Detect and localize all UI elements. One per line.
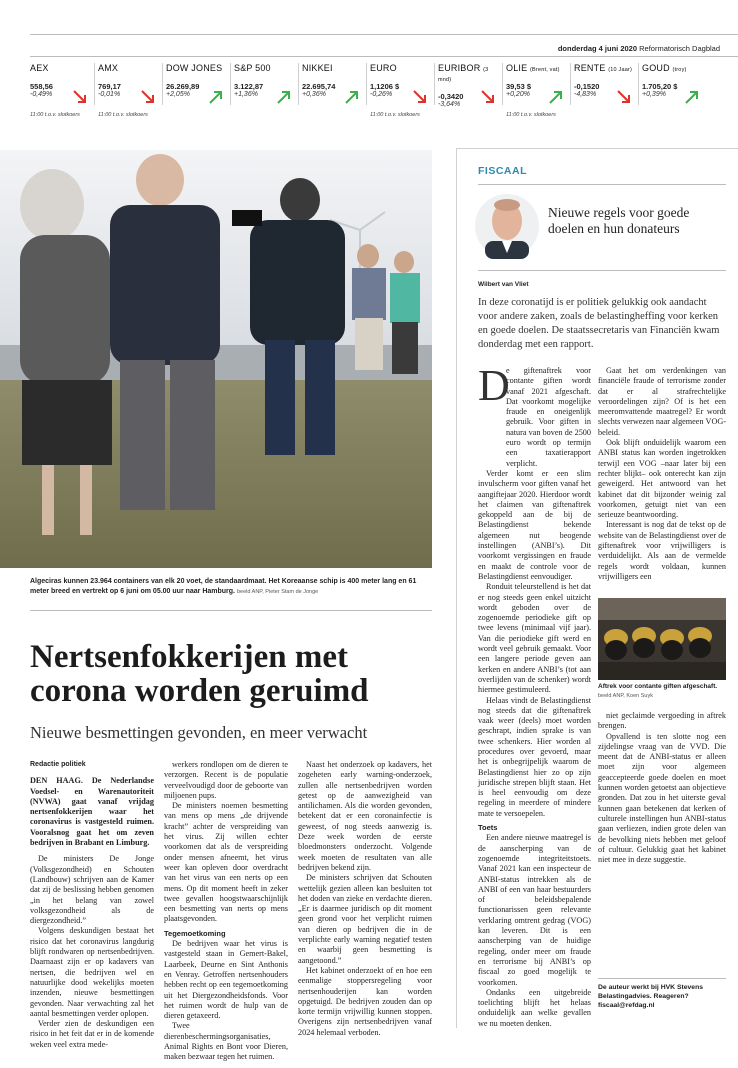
fiscaal-intro: In deze coronatijd is er politiek gelukkig ook aandacht voor andere zaken, zoals de belastingheffing voor kerken en goede doelen. De staatssecretaris van Financiën kwam donderdag met een rapport. — [478, 297, 720, 350]
paragraph: De bedrijven waar het virus is vastgesteld staan in Gemert-Bakel, Laarbeek, Deurne en Sint Anthonis en Venray. Getroffen nertsenhouders hebben recht op een tegemoetkoming uit het Diergezondheidsfonds. Voor het ruimen wordt de hulp van de dieren getaxeerd. — [164, 939, 288, 1021]
fiscaal-left-rule — [456, 148, 457, 1028]
paragraph: Ook blijft onduidelijk waarom een ANBI status kan worden ingetrokken terwijl een VOG –naar later bij een rechter blijkt– ook onterecht kan zijn geweigerd. Het antwoord van het kabinet dat dit bijzonder weinig zal voorkomen, getuigt niet van een serieuze beantwoording. — [598, 438, 726, 520]
arrow-down-icon — [140, 89, 156, 105]
arrow-up-icon — [548, 89, 564, 105]
market-value: 558,56 — [30, 82, 53, 91]
article-headline: Nertsenfokkerijen met corona worden geruimd — [30, 639, 369, 709]
market-olie — [506, 63, 570, 123]
market-change: -0,49% — [30, 91, 53, 98]
market-change: +0,39% — [642, 91, 666, 98]
paragraph: e giftenaftrek voor contante giften wordt vanaf 2021 afgeschaft. Dat voorkomt mogelijke fraude en oneigenlijk gebruik. Voor giften in natura van boven de 2500 euro wordt op termijn een taxatierapport verplicht. — [506, 366, 591, 468]
arrow-up-icon — [276, 89, 292, 105]
article-column-2b-body — [164, 939, 288, 1063]
fiscaal-label: FISCAAL — [478, 165, 527, 177]
paragraph: Interessant is nog dat de tekst op de website van de Belastingdienst over de giftenaftrek voor vrijwilligers is verduidelijkt. Als aan de vermelde regels wordt voldaan, kunnen vrijwilligers een — [598, 520, 726, 581]
market-sub: (Brent, vat) — [530, 67, 560, 73]
market-rente — [574, 63, 638, 123]
market-s-p-500 — [234, 63, 298, 123]
market-change: +0,36% — [302, 91, 326, 98]
market-name — [506, 63, 570, 73]
market-goud — [642, 63, 706, 123]
ticker-separator — [638, 63, 639, 105]
paragraph: Twee dierenbeschermingsorganisaties, Animal Rights en Bont voor Dieren, maken bezwaar tegen het ruimen. — [164, 1021, 288, 1062]
fiscaal-title: Nieuwe regels voor goede doelen en hun donateurs — [548, 205, 690, 236]
paragraph: Naast het onderzoek op kadavers, het zogeheten early warning-onderzoek, zullen alle nertsenbedrijven worden getest op de aanwezigheid van antilichamen. Als die worden gevonden, betekent dat er een coronainfectie is geweest, of nog steeds aanwezig is. Deze week worden de eerste bloedmonsters onderzocht. Volgende week moeten de resultaten van alle bedrijven bekend zijn. — [298, 760, 432, 872]
paragraph: Verder komt er een slim invulscherm voor giften vanaf het aangiftejaar 2020. Hierdoor wordt het claimen van giftenaftrek gekoppeld aan de bij de Belastingdienst bekende algemeen nut beogende instellingen (ANBI’s). Dit voorkomt vergissingen en fraude en maakt de controle voor de Belastingdienst eenvoudiger. — [478, 468, 591, 581]
caption-rule — [30, 610, 432, 611]
market-name — [30, 63, 94, 73]
article-subhead: Nieuwe besmettingen gevonden, en meer verwacht — [30, 723, 368, 742]
article-column-2-body — [164, 760, 288, 925]
market-value: 26.269,89 — [166, 82, 200, 91]
market-change: -3,64% — [438, 101, 461, 108]
ticker-separator — [434, 63, 435, 105]
photo-caption-text: Algeciras kunnen 23.964 containers van elk 20 voet, de standaardmaat. Het Koreaanse schip is 400 meter lang en 61 meter breed en vertrekt op 6 juni om 05.00 uur naar Hamburg. — [30, 578, 417, 595]
ticker-separator — [162, 63, 163, 105]
market-name — [574, 63, 638, 73]
arrow-up-icon — [684, 89, 700, 105]
paragraph: Een andere nieuwe maatregel is de aanscherping van de zogenoemde integriteitstoets. Vanaf 2021 kan een inspecteur de ANBI-status intrekken als de ANBI of een van haar bestuurders of beleidsbepalende functionarissen geen relevante verklaring omtrent gedrag (VOG) kan leveren. Dit is een aanscherping van de huidige regeling, onder meer om fraude en terrorisme bij ANBI’s op fiscaal zo goed mogelijk te voorkomen. — [478, 833, 591, 987]
author-portrait — [475, 193, 539, 259]
article-column-3-body — [298, 760, 432, 1038]
market-name-text: EURIBOR — [438, 63, 481, 73]
market-sub: (troy) — [672, 67, 687, 73]
dateline-paper: Reformatorisch Dagblad — [639, 44, 720, 53]
market-name-text: AEX — [30, 63, 49, 73]
paragraph: niet geclaimde vergoeding in aftrek brengen. — [598, 711, 726, 731]
article-byline: Redactie politiek — [30, 761, 86, 768]
market-name-text: DOW JONES — [166, 63, 223, 73]
photo-visitors-harbour — [0, 150, 432, 568]
market-value: 1,1206 $ — [370, 82, 400, 91]
paragraph: Verder zien de deskundigen een risico in het feit dat er in de komende weken veel extra mede- — [30, 1019, 154, 1049]
ticker-separator — [230, 63, 231, 105]
market-note: 11:00 t.o.v. slotkoers — [506, 112, 556, 118]
arrow-down-icon — [616, 89, 632, 105]
market-change: +1,36% — [234, 91, 258, 98]
market-amx — [98, 63, 162, 123]
market-sub: (3 mnd) — [438, 67, 489, 83]
paragraph: Gaat het om verdenkingen van financiële fraude of terrorisme zonder dat er al strafrechtelijke veroordelingen zijn? Of is het een meeromvattende maatregel? Er wordt slechts verwezen naar algemeen VOG-beleid. — [598, 366, 726, 437]
paragraph: Helaas vindt de Belastingdienst nog steeds dat die giftenaftrek vaak weer (deels) moet worden geschrapt, indien sprake is van twee schenkers. Hier worden al procedures over gevoerd, maar het is onbegrijpelijk waarom de Belastingdienst hier zo op zijn juridische strepen blijft staan. Het is heel eenvoudig om deze regeling in meerdere of mindere mate te versoepelen. — [478, 695, 591, 818]
paragraph: De ministers De Jonge (Volksgezondheid) en Schouten (Landbouw) schrijven aan de Kamer dat zij de beslissing hebben genomen „in het belang van zowel volksgezondheid als de diergezondheid.” — [30, 854, 154, 926]
ticker-top-rule — [30, 56, 738, 57]
market-value: -0,3420 — [438, 92, 464, 101]
market-note: 11:00 t.o.v. slotkoers — [30, 112, 80, 118]
dateline — [558, 44, 720, 53]
market-change: -0,01% — [98, 91, 121, 98]
market-name — [370, 63, 434, 73]
photo-credit: beeld ANP, Pieter Stam de Jonge — [236, 588, 319, 595]
market-value: 769,17 — [98, 82, 121, 91]
market-name — [98, 63, 162, 73]
market-name — [234, 63, 298, 73]
market-change: +2,05% — [166, 91, 190, 98]
market-value: 22.695,74 — [302, 82, 336, 91]
paragraph: Het kabinet onderzoekt of en hoe een eenmalige stoppersregeling voor nertsenhouderijen kan worden opgetuigd. De bedrijven zouden dan op korte termijn vrijwillig kunnen stoppen. Overigens zijn nertsenbedrijven vanaf 2024 helemaal verboden. — [298, 965, 432, 1037]
paragraph: Ondanks een uitgebreide toelichting blijft het helaas onduidelijk aan welke gevallen we nu moeten denken. — [478, 987, 591, 1028]
fiscaal-label-rule — [478, 184, 726, 185]
market-change: -0,26% — [370, 91, 393, 98]
market-euro — [370, 63, 434, 123]
paragraph: Volgens deskundigen bestaat het risico dat het coronavirus langdurig blijft rondwaren op nertsenbedrijven. Daarnaast zijn er op kadavers van nertsen, die bedrijven wel en natuurlijke dood wekelijks moeten inzenden, nieuwe besmettingen gevonden. Naar verwachting zal het aantal besmettingen verder oplopen. — [30, 926, 154, 1018]
fiscaal-column-1 — [478, 361, 591, 1029]
market-name-text: RENTE — [574, 63, 606, 73]
fiscaal-photo-caption-text: Aftrek voor contante giften afgeschaft. — [598, 683, 718, 690]
market-aex — [30, 63, 94, 123]
market-nikkei — [302, 63, 366, 123]
paragraph: De ministers schrijven dat Schouten wettelijk gezien alleen kan besluiten tot het doden van zieke en verdachte dieren. „Er is daarmee juridisch op dit moment geen grond voor het verplicht ruimen van dieren op bedrijven die in de verplichte early warning negatief testen en waarbij geen besmetting is aangetoond.” — [298, 873, 432, 965]
ticker-separator — [502, 63, 503, 105]
paragraph: Ronduit teleurstellend is het dat er nog steeds geen enkel uitzicht wordt geboden over de zogenoemde periodieke gift op twee levens (minimaal vijf jaar). Van die periodieke gift werd en wordt veel gebruik gemaakt. Voor een langere periode geven aan kerken en andere ANBI’s (tot aan overlijden van de schenker) wordt hiermee gestimuleerd. — [478, 582, 591, 695]
article-lead: DEN HAAG. De Nederlandse Voedsel- en Warenautoriteit (NVWA) gaat vanaf vrijdag nertsenfokkerijen waar het coronavirus is vastgesteld ruimen. Vooralsnog gaat het om zeven bedrijven in Brabant en Limburg. — [30, 776, 154, 848]
fiscaal-column-2 — [598, 366, 726, 582]
market-value: -0,1520 — [574, 82, 600, 91]
market-sub: (10 Jaar) — [608, 67, 633, 73]
article-intertitle: Tegemoetkoming — [164, 928, 226, 938]
ticker-separator — [366, 63, 367, 105]
article-column-3 — [298, 760, 432, 1038]
market-name-text: AMX — [98, 63, 119, 73]
fiscaal-column-2-body — [598, 366, 726, 582]
dateline-day: donderdag 4 juni 2020 — [557, 44, 638, 53]
market-change: +0,20% — [506, 91, 530, 98]
market-value: 1.705,20 $ — [642, 82, 678, 91]
fiscaal-dropcap: D — [478, 361, 510, 410]
fiscaal-column-2b — [598, 711, 726, 865]
market-change: -4,83% — [574, 91, 597, 98]
fiscaal-footer: De auteur werkt bij HVK Stevens Belastingadvies. Reageren? fiscaal@refdag.nl — [598, 984, 704, 1009]
arrow-down-icon — [72, 89, 88, 105]
market-name — [642, 63, 706, 73]
market-name-text: GOUD — [642, 63, 670, 73]
article-column-1-body — [30, 854, 154, 1050]
paragraph: werkers rondlopen om de dieren te verzorgen. Recent is de populatie verveelvoudigd door de geboorte van miljoenen pups. — [164, 760, 288, 800]
paragraph: Opvallend is ten slotte nog een zijdelingse vraag van de VVD. Die meent dat de ANBI-status er alleen moet zijn voor algemeen geaccepteerde goede doelen en moet kunnen worden getoetst aan objectieve gronden. Dat zou in het uiterste geval kunnen gaan betekenen dat kerken of culturele instellingen hun ANBI-status gaan verliezen, indien grote delen van de bevolking niets hebben met geloof of cultuur. Gelukkig gaat het kabinet niet mee in deze suggestie. — [598, 731, 726, 865]
fiscaal-column-2b-body — [598, 711, 726, 865]
fiscaal-footer-rule — [598, 978, 726, 979]
fiscaal-photo-credit: beeld ANP, Koen Suyk — [598, 692, 653, 699]
market-dow-jones — [166, 63, 230, 123]
article-column-1 — [30, 760, 154, 1050]
photo-collection-bags — [598, 598, 726, 680]
market-value: 39,53 $ — [506, 82, 532, 91]
market-name — [166, 63, 230, 73]
news-photo — [0, 150, 432, 568]
market-value: 3.122,87 — [234, 82, 264, 91]
top-rule — [30, 34, 738, 35]
author-avatar — [475, 193, 539, 259]
market-euribor — [438, 63, 502, 123]
arrow-up-icon — [344, 89, 360, 105]
photo-caption — [30, 577, 430, 597]
paragraph: De ministers noemen besmetting van mens op mens „de drijvende kracht” achter de verspreiding van het virus. Zij willen echter voorkomen dat als de verspreiding onder mensen afneemt, het virus weer kan opleven door overdracht van het virus van een nerts op een mens. Op dit moment heeft in zeker twee gevallen hoogstwaarschijnlijk een besmetting van nerts op mens plaatsgevonden. — [164, 801, 288, 924]
market-note: 11:00 t.o.v. slotkoers — [98, 112, 148, 118]
arrow-up-icon — [208, 89, 224, 105]
ticker-separator — [298, 63, 299, 105]
arrow-down-icon — [412, 89, 428, 105]
fiscaal-column-1b-body — [478, 833, 591, 1029]
ticker-separator — [94, 63, 95, 105]
fiscaal-photo-caption — [598, 683, 726, 700]
fiscaal-title-rule — [478, 270, 726, 271]
market-name-text: OLIE — [506, 63, 528, 73]
market-note: 11:00 t.o.v. slotkoers — [370, 112, 420, 118]
market-name-text: EURO — [370, 63, 397, 73]
fiscaal-intertitle: Toets — [478, 823, 498, 833]
article-column-2 — [164, 760, 288, 1063]
fiscaal-top-rule — [456, 148, 738, 149]
market-name-text: NIKKEI — [302, 63, 333, 73]
ticker-separator — [570, 63, 571, 105]
market-name-text: S&P 500 — [234, 63, 271, 73]
fiscaal-author: Wilbert van Vliet — [478, 281, 529, 288]
market-name — [302, 63, 366, 73]
fiscaal-column-1-body — [478, 361, 591, 819]
market-name — [438, 63, 502, 83]
arrow-down-icon — [480, 89, 496, 105]
fiscaal-photo — [598, 598, 726, 680]
